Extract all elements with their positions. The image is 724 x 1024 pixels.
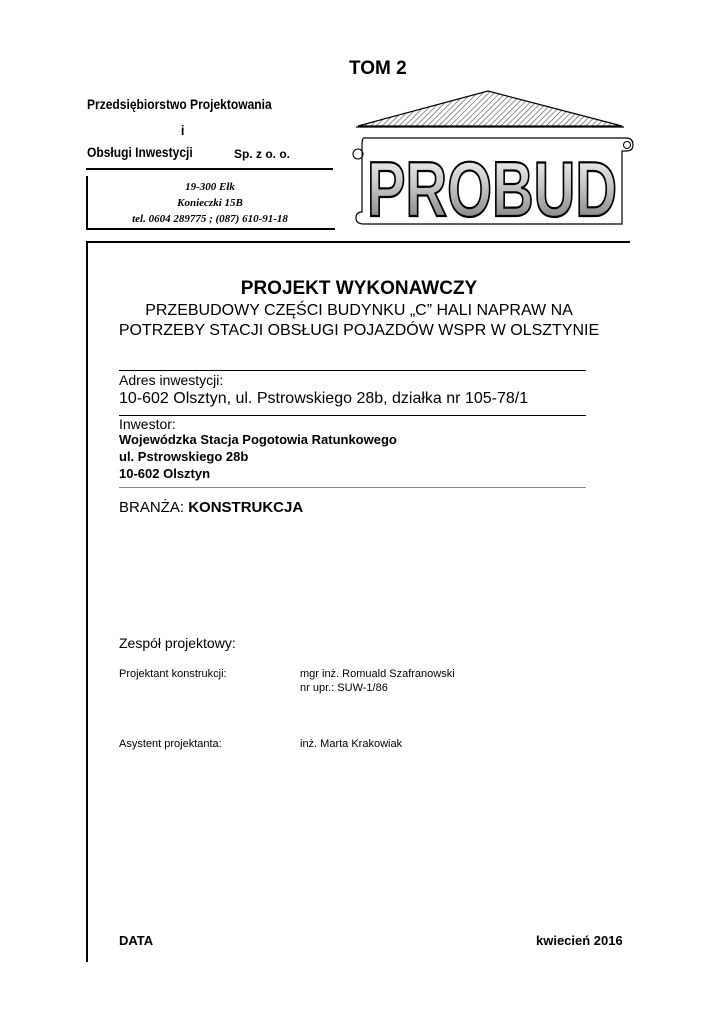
frame-left-border <box>86 241 88 962</box>
frame-top-border <box>86 241 630 243</box>
project-type-title: PROJEKT WYKONAWCZY <box>240 278 478 299</box>
investor-name: Wojewódzka Stacja Pogotowia Ratunkowego <box>119 432 397 447</box>
volume-label: TOM 2 <box>349 58 407 79</box>
company-name-line3: Obsługi Inwestycji <box>87 144 193 160</box>
assistant-name: inż. Marta Krakowiak <box>300 738 403 750</box>
divider <box>119 415 586 416</box>
company-address1: 19-300 Ełk <box>185 181 235 193</box>
investment-address-value: 10-602 Olsztyn, ul. Pstrowskiego 28b, działka nr 105-78/1 <box>119 390 529 407</box>
team-label: Zespół projektowy: <box>119 635 236 651</box>
designer-name: mgr inż. Romuald Szafranowski <box>300 668 455 680</box>
divider <box>119 370 586 371</box>
company-suffix: Sp. z o. o. <box>234 147 290 161</box>
project-subtitle-line2: POTRZEBY STACJI OBSŁUGI POJAZDÓW WSPR W OLSZTYNIE <box>118 322 600 339</box>
investor-street: ul. Pstrowskiego 28b <box>119 449 249 464</box>
investor-label: Inwestor: <box>119 416 176 432</box>
date-value: kwiecień 2016 <box>536 933 623 948</box>
project-subtitle-line1: PRZEBUDOWY CZĘŚCI BUDYNKU „C” HALI NAPRAW NA <box>145 302 573 319</box>
logo-text: PROBUD <box>367 145 617 233</box>
company-address2: Konieczki 15B <box>177 197 243 209</box>
divider <box>119 487 586 488</box>
investment-address-label: Adres inwestycji: <box>119 372 224 388</box>
branch-value: KONSTRUKCJA <box>188 499 304 516</box>
branch-line <box>119 499 303 516</box>
roof-icon <box>358 91 622 126</box>
company-divider <box>86 168 333 170</box>
investor-city: 10-602 Olsztyn <box>119 466 211 481</box>
date-label: DATA <box>119 933 154 948</box>
probud-logo <box>346 88 636 236</box>
company-phone: tel. 0604 289775 ; (087) 610-91-18 <box>132 213 288 225</box>
branch-label: BRANŻA: <box>119 499 185 516</box>
company-name-line2: i <box>181 122 185 138</box>
company-name-line1: Przedsiębiorstwo Projektowania <box>87 96 272 112</box>
designer-label: Projektant konstrukcji: <box>119 668 227 680</box>
designer-license: nr upr.: SUW-1/86 <box>300 682 388 694</box>
assistant-label: Asystent projektanta: <box>119 738 222 750</box>
